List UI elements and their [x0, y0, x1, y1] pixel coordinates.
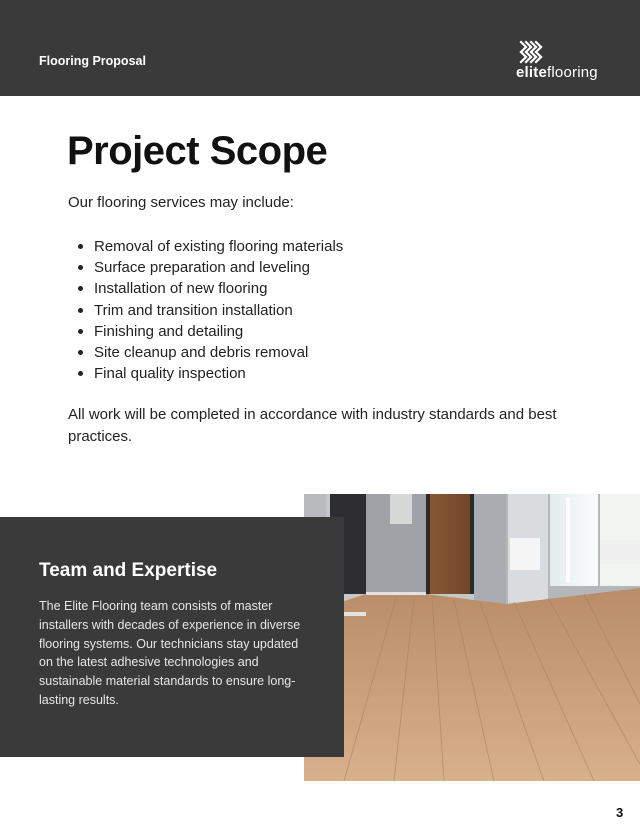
page-header	[0, 0, 640, 96]
bullet-icon	[78, 265, 83, 270]
list-item	[76, 278, 343, 299]
section-title: Project Scope	[67, 129, 328, 173]
services-list	[76, 236, 343, 384]
bullet-icon	[78, 329, 83, 334]
list-item	[76, 236, 343, 257]
room-photo	[304, 494, 640, 781]
service-label: Installation of new flooring	[94, 280, 268, 298]
logo-text-light: flooring	[547, 64, 598, 81]
list-item	[76, 321, 343, 342]
team-title: Team and Expertise	[39, 560, 218, 581]
brand-logo	[516, 64, 598, 81]
service-label: Site cleanup and debris removal	[94, 344, 309, 362]
team-description: The Elite Flooring team consists of master installers with decades of experience in diverse flooring systems. Our technicians stay updated on the latest adhesive technologies and sustainable material standards to ensure long-lasting results.	[39, 599, 301, 707]
list-item	[76, 363, 343, 384]
list-item	[76, 342, 343, 363]
bullet-icon	[78, 350, 83, 355]
closing-text: All work will be completed in accordance with industry standards and best practices.	[68, 406, 557, 445]
bullet-icon	[78, 308, 83, 313]
service-label: Removal of existing flooring materials	[94, 238, 344, 255]
service-label: Final quality inspection	[94, 365, 246, 383]
logo-text-bold: elite	[516, 64, 548, 81]
bullet-icon	[78, 371, 83, 376]
document-label: Flooring Proposal	[39, 54, 146, 68]
intro-text: Our flooring services may include:	[68, 194, 294, 211]
service-label: Trim and transition installation	[94, 301, 293, 319]
list-item	[76, 257, 343, 278]
page-number: 3	[616, 805, 624, 820]
list-item	[76, 300, 343, 321]
herringbone-icon	[519, 40, 543, 64]
bullet-icon	[78, 286, 83, 291]
service-label: Surface preparation and leveling	[94, 259, 310, 277]
bullet-icon	[78, 244, 83, 249]
team-panel	[0, 517, 344, 757]
service-label: Finishing and detailing	[94, 322, 244, 340]
